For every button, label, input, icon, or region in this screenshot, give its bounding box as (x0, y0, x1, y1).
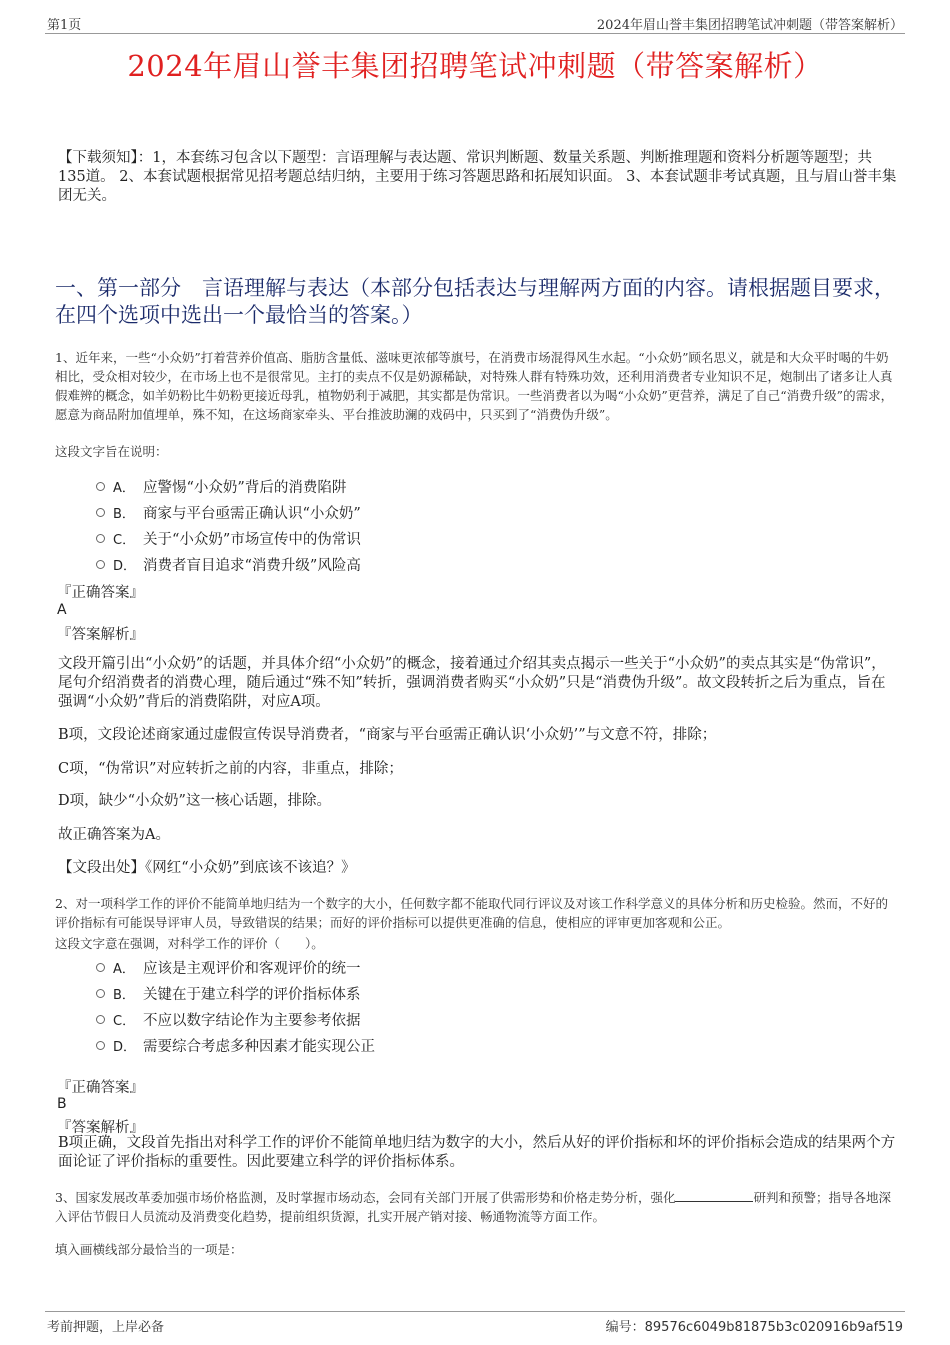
explanation-paragraph: B项，文段论述商家通过虚假宣传误导消费者，“商家与平台亟需正确认识‘小众奶’”与文意不符，排除； (58, 727, 717, 743)
explanation-label: 『答案解析』 (57, 627, 144, 643)
question-2-prompt: 这段文字意在强调，对科学工作的评价（ ）。 (55, 936, 324, 951)
option-letter: D． (113, 1039, 137, 1055)
section-heading: 一、第一部分 言语理解与表达（本部分包括表达与理解两方面的内容。请根据题目要求，在四个选项中选出一个最恰当的答案。） (55, 276, 895, 327)
option-letter: D． (113, 558, 137, 574)
question-2-text: 2、对一项科学工作的评价不能简单地归结为一个数字的大小，任何数字都不能取代同行评议及对该工作科学意义的具体分析和历史检验。然而，不好的评价指标有可能误导评审人员，导致错误的结果；而好的评价指标可以提供更准确的信息，使相应的评审更加客观和公正。 (55, 896, 888, 930)
download-notice: 【下载须知】：1，本套练习包含以下题型：言语理解与表达题、常识判断题、数量关系题、判断推理题和资料分析题等题型；共135道。 2、本套试题根据常见招考题总结归纳，主要用于练习答题思路和拓展知识面。 3、本套试题非考试真题，且与眉山誉丰集团无关。 (58, 150, 897, 204)
option-d[interactable] (96, 551, 361, 577)
option-d[interactable] (96, 1032, 375, 1058)
question-2-options (96, 954, 375, 1058)
page-header (47, 14, 903, 32)
question-1-options (96, 473, 361, 577)
option-letter: C． (113, 532, 136, 548)
page-number: 第1页 (47, 18, 82, 33)
option-b[interactable] (96, 980, 375, 1006)
radio-icon[interactable] (96, 1041, 105, 1050)
option-text: 不应以数字结论作为主要参考依据 (143, 1012, 361, 1029)
explanation-conclusion: 故正确答案为A。 (58, 827, 170, 843)
explanation-paragraph: C项，“伪常识”对应转折之前的内容，非重点，排除； (58, 761, 403, 777)
source-citation: 【文段出处】《网红“小众奶”到底该不该追？》 (58, 860, 356, 876)
option-letter: A． (113, 961, 135, 977)
header-doc-title: 2024年眉山誉丰集团招聘笔试冲刺题（带答案解析） (596, 18, 903, 33)
option-text: 应该是主观评价和客观评价的统一 (143, 960, 361, 977)
footer-divider (45, 1311, 905, 1312)
option-c[interactable] (96, 525, 361, 551)
radio-icon[interactable] (96, 482, 105, 491)
option-a[interactable] (96, 473, 361, 499)
question-3-prompt: 填入画横线部分最恰当的一项是： (55, 1242, 243, 1257)
option-text: 消费者盲目追求“消费升级”风险高 (143, 557, 361, 574)
radio-icon[interactable] (96, 963, 105, 972)
option-text: 商家与平台亟需正确认识“小众奶” (143, 505, 361, 522)
radio-icon[interactable] (96, 989, 105, 998)
question-3-text (55, 1188, 900, 1226)
option-c[interactable] (96, 1006, 375, 1032)
explanation-paragraph: B项正确，文段首先指出对科学工作的评价不能简单地归结为数字的大小，然后从好的评价指标和坏的评价指标会造成的结果两个方面论证了评价指标的重要性。因此要建立科学的评价指标体系。 (58, 1135, 896, 1170)
correct-answer-label: 『正确答案』 (57, 585, 144, 601)
document-code (606, 1316, 903, 1335)
option-letter: B． (113, 506, 135, 522)
option-a[interactable] (96, 954, 375, 980)
correct-answer-label: 『正确答案』 (57, 1080, 144, 1096)
option-letter: B． (113, 987, 135, 1003)
footer-slogan: 考前押题，上岸必备 (47, 1320, 165, 1335)
code-label: 编号： (605, 1320, 645, 1335)
explanation-label: 『答案解析』 (57, 1120, 144, 1136)
option-text: 关于“小众奶”市场宣传中的伪常识 (143, 531, 361, 548)
radio-icon[interactable] (96, 1015, 105, 1024)
option-b[interactable] (96, 499, 361, 525)
radio-icon[interactable] (96, 508, 105, 517)
explanation-paragraph: 文段开篇引出“小众奶”的话题，并具体介绍“小众奶”的概念，接着通过介绍其卖点揭示一些关于“小众奶”的卖点其实是“伪常识”，尾句介绍消费者的消费心理，随后通过“殊不知”转折，强调消费者购买“小众奶”只是“消费伪升级”。故文段转折之后为重点，旨在强调“小众奶”背后的消费陷阱，对应A项。 (58, 656, 886, 710)
correct-answer: B (57, 1096, 67, 1112)
question-1-prompt: 这段文字旨在说明： (55, 444, 168, 459)
question-3-text-after: 研判和预警；指导各地深入评估节假日人员流动及消费变化趋势，提前组织货源，扎实开展产销对接、畅通物流等方面工作。 (55, 1190, 891, 1224)
option-letter: C． (113, 1013, 136, 1029)
explanation-paragraph: D项，缺少“小众奶”这一核心话题，排除。 (58, 793, 331, 809)
page-title: 2024年眉山誉丰集团招聘笔试冲刺题（带答案解析） (127, 49, 823, 83)
option-letter: A． (113, 480, 135, 496)
question-3-text-before: 3、国家发展改革委加强市场价格监测，及时掌握市场动态，会同有关部门开展了供需形势和价格走势分析，强化 (55, 1190, 676, 1205)
question-1-text: 1、近年来，一些“小众奶”打着营养价值高、脂肪含量低、滋味更浓郁等旗号，在消费市场混得风生水起。“小众奶”顾名思义，就是和大众平时喝的牛奶相比，受众相对较少，在市场上也不是很常见。主打的卖点不仅是奶源稀缺，对特殊人群有特殊功效，还利用消费者专业知识不足，炮制出了诸多让人真假难辨的概念，如羊奶粉比牛奶粉更接近母乳，植物奶利于减肥，其实都是伪常识。一些消费者以为喝“小众奶”更营养，满足了自己“消费升级”的需求，愿意为商品附加值埋单，殊不知，在这场商家牵头、平台推波助澜的戏码中，只买到了“消费伪升级”。 (55, 350, 894, 422)
option-text: 需要综合考虑多种因素才能实现公正 (143, 1038, 375, 1055)
correct-answer: A (57, 602, 67, 618)
radio-icon[interactable] (96, 560, 105, 569)
header-divider (45, 33, 905, 34)
option-text: 应警惕“小众奶”背后的消费陷阱 (143, 479, 347, 496)
option-text: 关键在于建立科学的评价指标体系 (143, 986, 361, 1003)
fill-blank (675, 1189, 753, 1202)
radio-icon[interactable] (96, 534, 105, 543)
code-value: 89576c6049b81875b3c020916b9af519 (644, 1320, 903, 1335)
